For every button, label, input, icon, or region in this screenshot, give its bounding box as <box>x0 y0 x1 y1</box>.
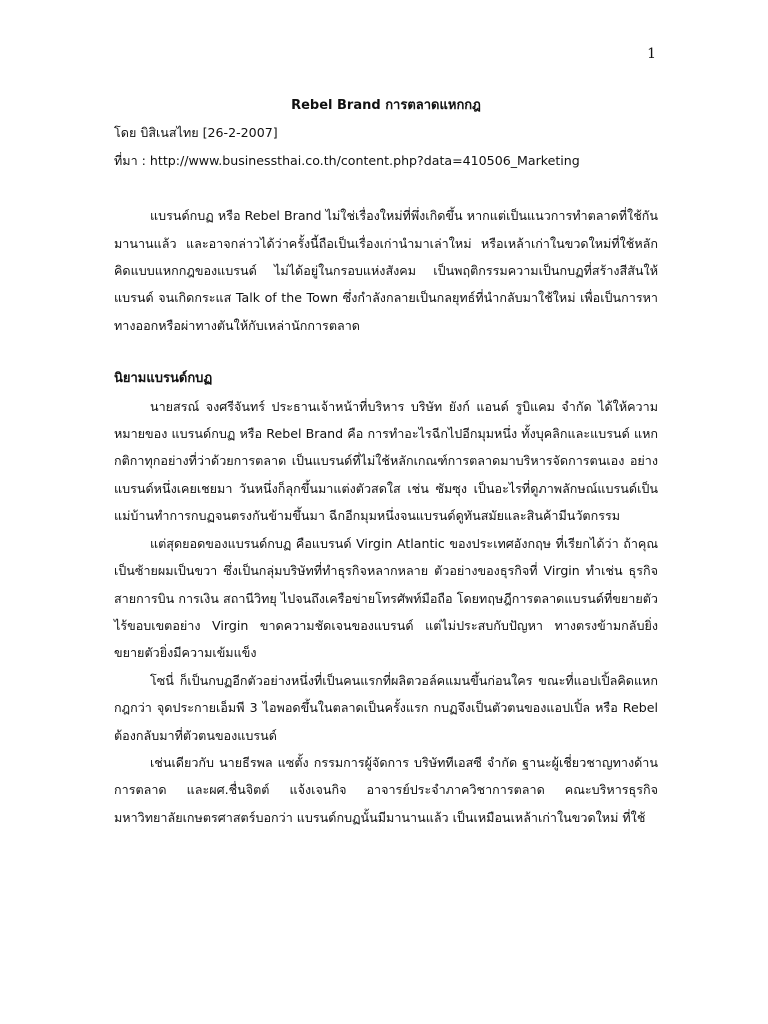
body-paragraph: เช่นเดียวกับ นายธีรพล แซตั้ง กรรมการผู้จัดการ บริษัททีเอสซี จำกัด ฐานะผู้เชี่ยวชาญทางด้านการตลาด และผศ.ชื่นจิตต์ แจ้งเจนกิจ อาจารย์ประจำภาควิชาการตลาด คณะบริหารธุรกิจ มหาวิทยาลัยเกษตรศาสตร์บอกว่า แบรนด์กบฏนั้นมีมานานแล้ว เป็นเหมือนเหล้าเก่าในขวดใหม่ ที่ใช้ <box>114 754 658 825</box>
body-paragraph: แต่สุดยอดของแบรนด์กบฏ คือแบรนด์ Virgin Atlantic ของประเทศอังกฤษ ที่เรียกได้ว่า ถ้าคุณเป็นซ้ายผมเป็นขวา ซึ่งเป็นกลุ่มบริษัทที่ทำธุรกิจหลากหลาย ตัวอย่างของธุรกิจที่ Virgin ทำเช่น ธุรกิจสายการบิน การเงิน สถานีวิทยุ ไปจนถึงเครือข่ายโทรศัพท์มือถือ โดยทฤษฎีการตลาดแบรนด์ที่ขยายตัวไร้ขอบเขตอย่าง Virgin ขาดความชัดเจนของแบรนด์ แต่ไม่ประสบกับปัญหา ทางตรงข้ามกลับยิ่งขยายตัวยิ่งมีความเข้มแข็ง <box>114 535 658 661</box>
page-number: 1 <box>647 46 656 62</box>
document-body <box>114 92 658 831</box>
article-source: ที่มา : http://www.businessthai.co.th/content.php?data=410506_Marketing <box>114 152 580 168</box>
section-heading: นิยามแบรนด์กบฏ <box>114 371 213 387</box>
article-title: Rebel Brand การตลาดแหกกฎ <box>291 98 481 113</box>
body-paragraph: โซนี่ ก็เป็นกบฏอีกตัวอย่างหนึ่งที่เป็นคนแรกที่ผลิตวอล์คแมนขึ้นก่อนใคร ขณะที่แอปเปิ้ลคิดแหกกฎกว่า จุดประกายเอ็มพี 3 ไอพอดขึ้นในตลาดเป็นครั้งแรก กบฏจึงเป็นตัวตนของแอปเปิ้ล หรือ Rebel ต้องกลับมาที่ตัวตนของแบรนด์ <box>114 672 658 743</box>
body-paragraph: นายสรณ์ จงศรีจันทร์ ประธานเจ้าหน้าที่บริหาร บริษัท ยังก์ แอนด์ รูบิแคม จำกัด ได้ให้ความหมายของ แบรนด์กบฏ หรือ Rebel Brand คือ การทำอะไรฉีกไปอีกมุมหนึ่ง ทั้งบุคลิกและแบรนด์ แหกกติกาทุกอย่างที่ว่าด้วยการตลาด เป็นแบรนด์ที่ไม่ใช้หลักเกณฑ์การตลาดมาบริหารจัดการตนเอง อย่างแบรนด์หนึ่งเคยเชยมา วันหนึ่งก็ลุกขึ้นมาแต่งตัวสดใส เช่น ซัมซุง เป็นอะไรที่ดูภาพลักษณ์แบรนด์เป็นแม่บ้านทำการกบฏจนตรงกันข้ามขึ้นมา ฉีกอีกมุมหนึ่งจนแบรนด์ดูทันสมัยและสินค้ามีนวัตกรรม <box>114 398 658 524</box>
article-byline: โดย บิสิเนสไทย [26-2-2007] <box>114 125 278 141</box>
intro-paragraph: แบรนด์กบฏ หรือ Rebel Brand ไม่ใช่เรื่องใหม่ที่พึ่งเกิดขึ้น หากแต่เป็นแนวการทำตลาดที่ใช้กันมานานแล้ว และอาจกล่าวได้ว่าครั้งนี้ถือเป็นเรื่องเก่านำมาเล่าใหม่ หรือเหล้าเก่าในขวดใหม่ที่ใช้หลักคิดแบบแหกกฎของแบรนด์ ไม่ได้อยู่ในกรอบแห่งสังคม เป็นพฤติกรรมความเป็นกบฏที่สร้างสีสันให้แบรนด์ จนเกิดกระแส Talk of the Town ซึ่งกำลังกลายเป็นกลยุทธ์ที่นำกลับมาใช้ใหม่ เพื่อเป็นการหาทางออกหรือผ่าทางตันให้กับเหล่านักการตลาด <box>114 208 658 333</box>
